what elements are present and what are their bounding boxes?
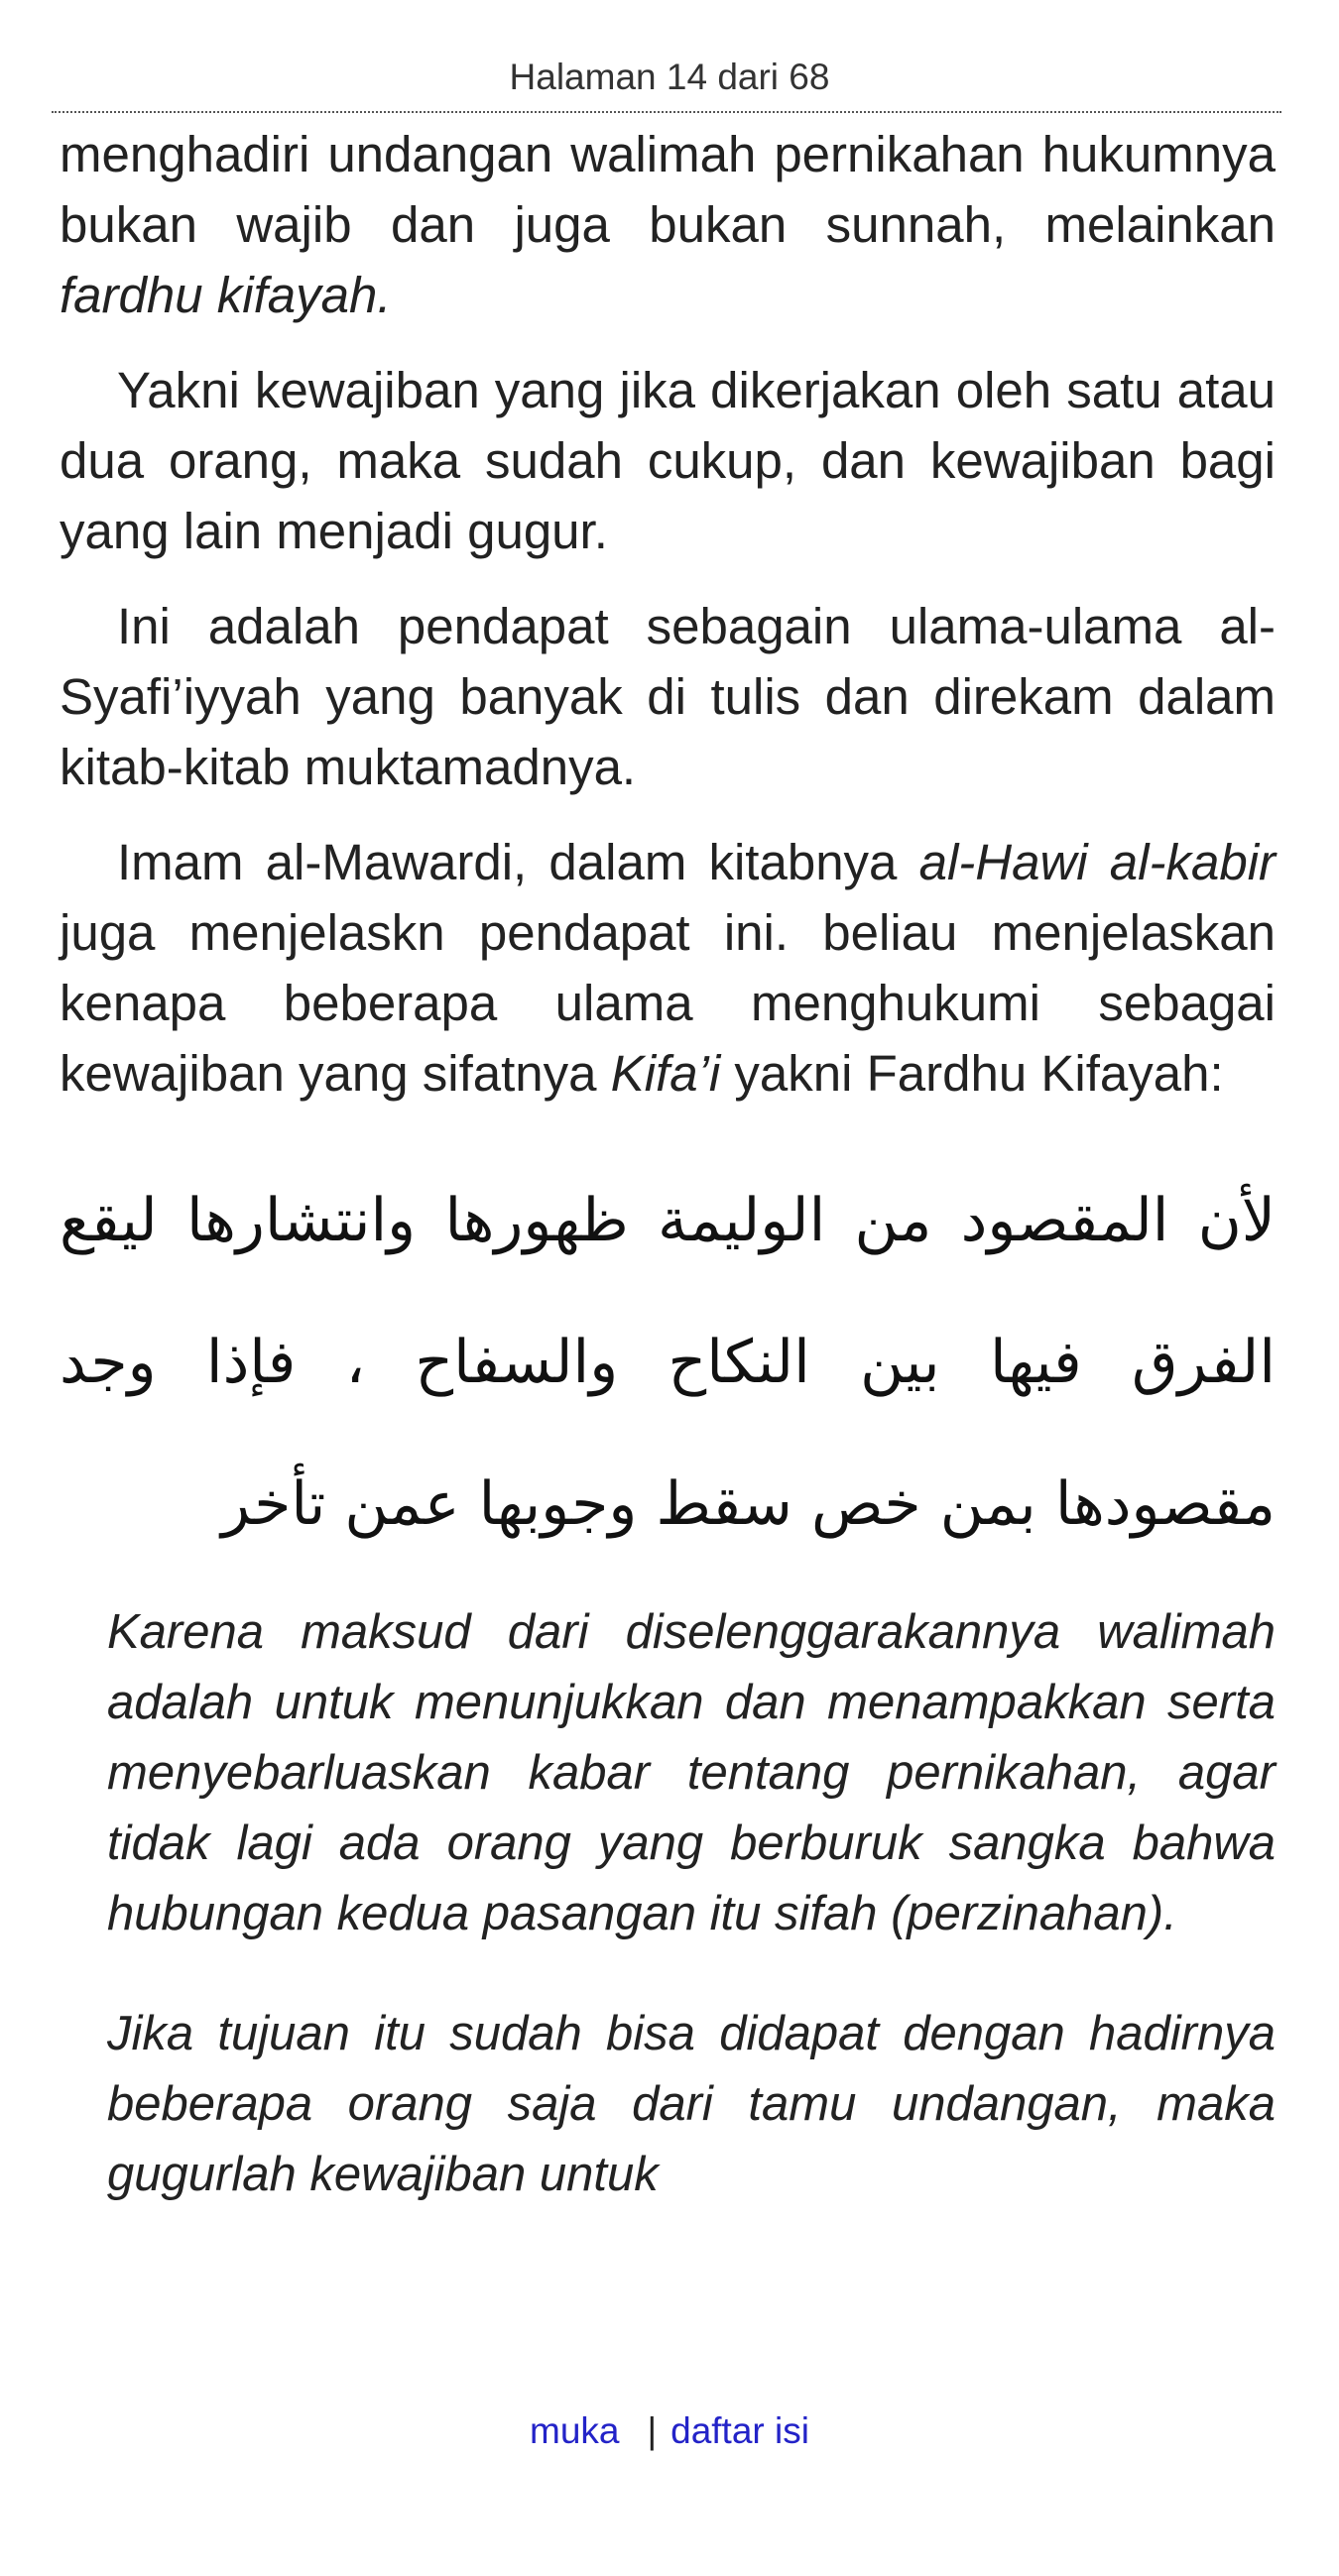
arabic-quote: لأن المقصود من الوليمة ظهورها وانتشارها ليقع الفرق فيها بين النكاح والسفاح ، فإذا وجد مقصودها بمن خص سقط وجوبها عمن تأخر bbox=[60, 1186, 1276, 1539]
paragraph-4-text-a: Imam al-Mawardi, dalam kitabnya bbox=[117, 834, 919, 890]
paragraph-4 bbox=[60, 827, 1276, 1109]
translation-paragraph-1: Karena maksud dari diselenggarakannya walimah adalah untuk menunjukkan dan menampakkan serta menyebarluaskan kabar tentang pernikahan, agar tidak lagi ada orang yang berburuk sangka bahwa hubungan kedua pasangan itu sifah (perzinahan). bbox=[107, 1605, 1276, 1940]
muka-link[interactable]: muka bbox=[530, 2410, 620, 2451]
translation-paragraph-2: Jika tujuan itu sudah bisa didapat dengan hadirnya beberapa orang saja dari tamu undangan, maka gugurlah kewajiban untuk bbox=[107, 2007, 1276, 2201]
page-body bbox=[60, 119, 1276, 2210]
kifai-italic-term: Kifa’i bbox=[610, 1045, 721, 1102]
paragraph-2: Yakni kewajiban yang jika dikerjakan oleh satu atau dua orang, maka sudah cukup, dan kewajiban bagi yang lain menjadi gugur. bbox=[60, 362, 1276, 559]
paragraph-1-italic-term: fardhu kifayah. bbox=[60, 267, 392, 323]
book-title-italic: al-Hawi al-kabir bbox=[918, 834, 1277, 890]
paragraph-1 bbox=[60, 119, 1276, 330]
paragraph-4-text-c: yakni Fardhu Kifayah: bbox=[720, 1045, 1224, 1102]
paragraph-1-text: menghadiri undangan walimah pernikahan hukumnya bukan wajib dan juga bukan sunnah, melainkan bbox=[60, 126, 1276, 253]
paragraph-4-text-b: juga menjelaskn pendapat ini. beliau menjelaskan kenapa beberapa ulama menghukumi sebagai kewajiban yang sifatnya bbox=[60, 904, 1276, 1102]
footer-separator: | bbox=[647, 2410, 658, 2451]
header-divider bbox=[52, 111, 1281, 113]
paragraph-3: Ini adalah pendapat sebagain ulama-ulama al-Syafi’iyyah yang banyak di tulis dan direkam dalam kitab-kitab muktamadnya. bbox=[60, 598, 1276, 795]
daftar-isi-link[interactable]: daftar isi bbox=[670, 2410, 809, 2451]
page-number-header: Halaman 14 dari 68 bbox=[509, 57, 830, 97]
footer-nav bbox=[0, 2409, 1339, 2453]
